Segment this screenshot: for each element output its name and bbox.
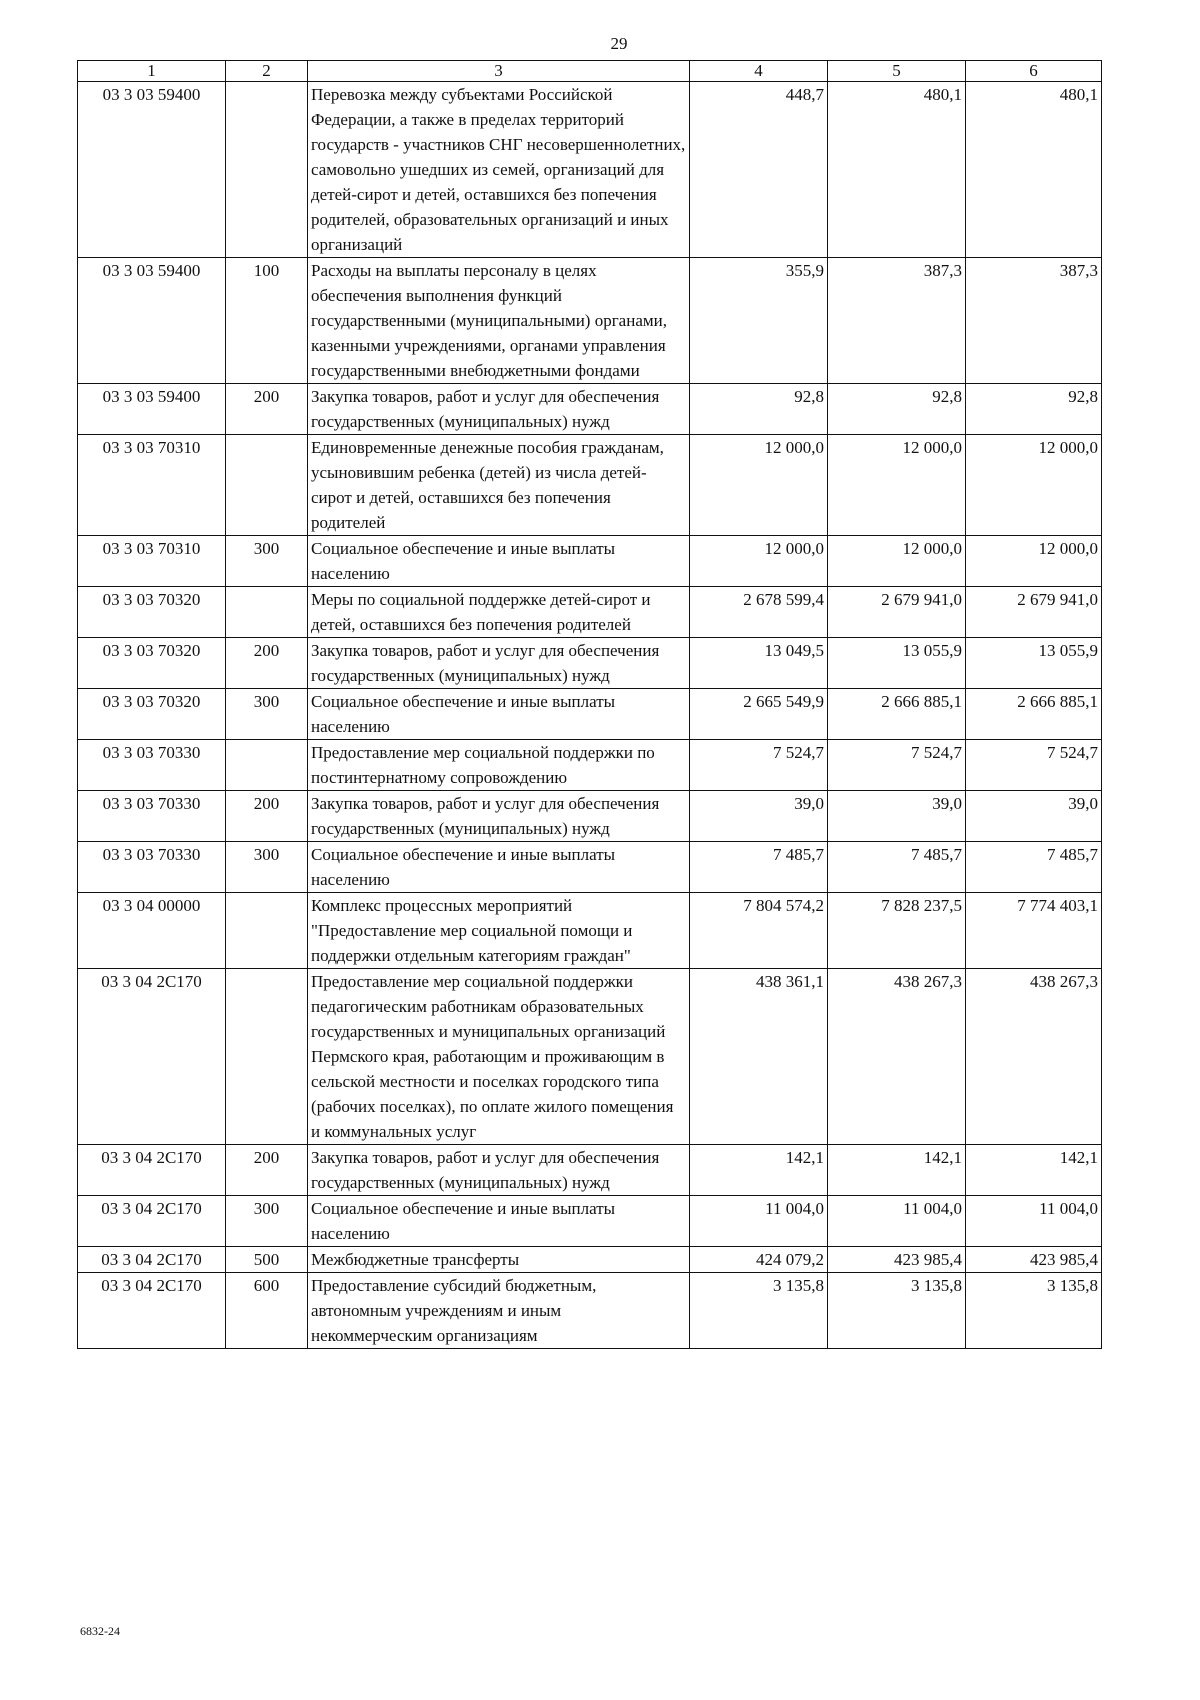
amount-year-3-cell: 12 000,0	[966, 435, 1102, 536]
amount-year-3-cell: 2 666 885,1	[966, 689, 1102, 740]
amount-year-3-cell: 11 004,0	[966, 1196, 1102, 1247]
description-cell: Закупка товаров, работ и услуг для обеспечения государственных (муниципальных) нужд	[308, 638, 690, 689]
target-code-cell: 03 3 03 59400	[78, 384, 226, 435]
column-header-3: 3	[308, 61, 690, 82]
amount-year-2-cell: 3 135,8	[828, 1273, 966, 1349]
description-cell: Предоставление мер социальной поддержки педагогическим работникам образовательных государственных и муниципальных организаций Пермского края, работающим и проживающим в сельской местности и поселках городского типа (рабочих поселках), по оплате жилого помещения и коммунальных услуг	[308, 969, 690, 1145]
amount-year-1-cell: 13 049,5	[690, 638, 828, 689]
table-body	[78, 82, 1102, 1349]
table-row	[78, 1273, 1102, 1349]
amount-year-3-cell: 2 679 941,0	[966, 587, 1102, 638]
amount-year-3-cell: 13 055,9	[966, 638, 1102, 689]
expense-type-cell: 200	[226, 384, 308, 435]
amount-year-1-cell: 92,8	[690, 384, 828, 435]
amount-year-2-cell: 387,3	[828, 258, 966, 384]
target-code-cell: 03 3 03 70320	[78, 587, 226, 638]
amount-year-3-cell: 423 985,4	[966, 1247, 1102, 1273]
amount-year-2-cell: 7 485,7	[828, 842, 966, 893]
amount-year-2-cell: 480,1	[828, 82, 966, 258]
target-code-cell: 03 3 03 59400	[78, 258, 226, 384]
amount-year-1-cell: 7 485,7	[690, 842, 828, 893]
table-row	[78, 587, 1102, 638]
expense-type-cell	[226, 587, 308, 638]
description-cell: Предоставление субсидий бюджетным, автономным учреждениям и иным некоммерческим организациям	[308, 1273, 690, 1349]
column-header-2: 2	[226, 61, 308, 82]
table-row	[78, 435, 1102, 536]
description-cell: Расходы на выплаты персоналу в целях обеспечения выполнения функций государственными (муниципальными) органами, казенными учреждениями, органами управления государственными внебюджетными фондами	[308, 258, 690, 384]
description-cell: Комплекс процессных мероприятий "Предоставление мер социальной помощи и поддержки отдельным категориям граждан"	[308, 893, 690, 969]
expense-type-cell: 200	[226, 791, 308, 842]
budget-table	[77, 60, 1102, 1349]
amount-year-3-cell: 480,1	[966, 82, 1102, 258]
amount-year-2-cell: 2 666 885,1	[828, 689, 966, 740]
amount-year-2-cell: 2 679 941,0	[828, 587, 966, 638]
target-code-cell: 03 3 04 2С170	[78, 969, 226, 1145]
target-code-cell: 03 3 03 70320	[78, 689, 226, 740]
table-row	[78, 893, 1102, 969]
column-header-6: 6	[966, 61, 1102, 82]
table-row	[78, 536, 1102, 587]
expense-type-cell: 300	[226, 1196, 308, 1247]
document-id: 6832-24	[80, 1624, 120, 1638]
amount-year-1-cell: 448,7	[690, 82, 828, 258]
target-code-cell: 03 3 04 2С170	[78, 1196, 226, 1247]
amount-year-1-cell: 355,9	[690, 258, 828, 384]
amount-year-1-cell: 424 079,2	[690, 1247, 828, 1273]
amount-year-1-cell: 12 000,0	[690, 435, 828, 536]
expense-type-cell: 300	[226, 842, 308, 893]
expense-type-cell	[226, 969, 308, 1145]
amount-year-3-cell: 12 000,0	[966, 536, 1102, 587]
description-cell: Предоставление мер социальной поддержки по постинтернатному сопровождению	[308, 740, 690, 791]
description-cell: Социальное обеспечение и иные выплаты населению	[308, 842, 690, 893]
amount-year-3-cell: 92,8	[966, 384, 1102, 435]
amount-year-3-cell: 142,1	[966, 1145, 1102, 1196]
amount-year-1-cell: 2 678 599,4	[690, 587, 828, 638]
column-header-4: 4	[690, 61, 828, 82]
amount-year-1-cell: 2 665 549,9	[690, 689, 828, 740]
expense-type-cell: 300	[226, 536, 308, 587]
target-code-cell: 03 3 03 70330	[78, 740, 226, 791]
amount-year-1-cell: 142,1	[690, 1145, 828, 1196]
amount-year-2-cell: 11 004,0	[828, 1196, 966, 1247]
amount-year-3-cell: 39,0	[966, 791, 1102, 842]
column-header-1: 1	[78, 61, 226, 82]
description-cell: Единовременные денежные пособия гражданам, усыновившим ребенка (детей) из числа детей-сирот и детей, оставшихся без попечения родителей	[308, 435, 690, 536]
target-code-cell: 03 3 04 2С170	[78, 1273, 226, 1349]
description-cell: Закупка товаров, работ и услуг для обеспечения государственных (муниципальных) нужд	[308, 791, 690, 842]
amount-year-2-cell: 7 828 237,5	[828, 893, 966, 969]
amount-year-2-cell: 142,1	[828, 1145, 966, 1196]
amount-year-3-cell: 7 524,7	[966, 740, 1102, 791]
expense-type-cell: 500	[226, 1247, 308, 1273]
amount-year-3-cell: 3 135,8	[966, 1273, 1102, 1349]
target-code-cell: 03 3 03 70330	[78, 791, 226, 842]
description-cell: Социальное обеспечение и иные выплаты населению	[308, 536, 690, 587]
amount-year-2-cell: 12 000,0	[828, 435, 966, 536]
expense-type-cell	[226, 740, 308, 791]
description-cell: Межбюджетные трансферты	[308, 1247, 690, 1273]
amount-year-3-cell: 438 267,3	[966, 969, 1102, 1145]
amount-year-1-cell: 7 804 574,2	[690, 893, 828, 969]
table-row	[78, 638, 1102, 689]
amount-year-2-cell: 13 055,9	[828, 638, 966, 689]
table-row	[78, 384, 1102, 435]
table-row	[78, 689, 1102, 740]
table-row	[78, 1247, 1102, 1273]
target-code-cell: 03 3 03 70330	[78, 842, 226, 893]
amount-year-3-cell: 7 774 403,1	[966, 893, 1102, 969]
target-code-cell: 03 3 04 00000	[78, 893, 226, 969]
expense-type-cell: 200	[226, 638, 308, 689]
table-row	[78, 740, 1102, 791]
target-code-cell: 03 3 03 70310	[78, 435, 226, 536]
amount-year-3-cell: 7 485,7	[966, 842, 1102, 893]
target-code-cell: 03 3 03 70320	[78, 638, 226, 689]
table-row	[78, 1196, 1102, 1247]
table-row	[78, 82, 1102, 258]
description-cell: Закупка товаров, работ и услуг для обеспечения государственных (муниципальных) нужд	[308, 384, 690, 435]
amount-year-1-cell: 12 000,0	[690, 536, 828, 587]
description-cell: Перевозка между субъектами Российской Федерации, а также в пределах территорий государств - участников СНГ несовершеннолетних, самовольно ушедших из семей, организаций для детей-сирот и детей, оставшихся без попечения родителей, образовательных организаций и иных организаций	[308, 82, 690, 258]
amount-year-3-cell: 387,3	[966, 258, 1102, 384]
expense-type-cell	[226, 82, 308, 258]
amount-year-2-cell: 7 524,7	[828, 740, 966, 791]
table-row	[78, 842, 1102, 893]
expense-type-cell	[226, 893, 308, 969]
amount-year-2-cell: 39,0	[828, 791, 966, 842]
expense-type-cell	[226, 435, 308, 536]
amount-year-1-cell: 7 524,7	[690, 740, 828, 791]
table-row	[78, 258, 1102, 384]
expense-type-cell: 100	[226, 258, 308, 384]
amount-year-2-cell: 423 985,4	[828, 1247, 966, 1273]
target-code-cell: 03 3 03 59400	[78, 82, 226, 258]
amount-year-2-cell: 12 000,0	[828, 536, 966, 587]
column-header-row	[78, 61, 1102, 82]
amount-year-1-cell: 39,0	[690, 791, 828, 842]
amount-year-2-cell: 438 267,3	[828, 969, 966, 1145]
target-code-cell: 03 3 04 2С170	[78, 1247, 226, 1273]
table-row	[78, 969, 1102, 1145]
description-cell: Меры по социальной поддержке детей-сирот и детей, оставшихся без попечения родителей	[308, 587, 690, 638]
column-header-5: 5	[828, 61, 966, 82]
description-cell: Социальное обеспечение и иные выплаты населению	[308, 1196, 690, 1247]
description-cell: Закупка товаров, работ и услуг для обеспечения государственных (муниципальных) нужд	[308, 1145, 690, 1196]
expense-type-cell: 200	[226, 1145, 308, 1196]
amount-year-1-cell: 11 004,0	[690, 1196, 828, 1247]
table-row	[78, 1145, 1102, 1196]
amount-year-2-cell: 92,8	[828, 384, 966, 435]
table-row	[78, 791, 1102, 842]
amount-year-1-cell: 438 361,1	[690, 969, 828, 1145]
expense-type-cell: 300	[226, 689, 308, 740]
target-code-cell: 03 3 04 2С170	[78, 1145, 226, 1196]
page-number: 29	[610, 34, 628, 53]
description-cell: Социальное обеспечение и иные выплаты населению	[308, 689, 690, 740]
target-code-cell: 03 3 03 70310	[78, 536, 226, 587]
expense-type-cell: 600	[226, 1273, 308, 1349]
amount-year-1-cell: 3 135,8	[690, 1273, 828, 1349]
